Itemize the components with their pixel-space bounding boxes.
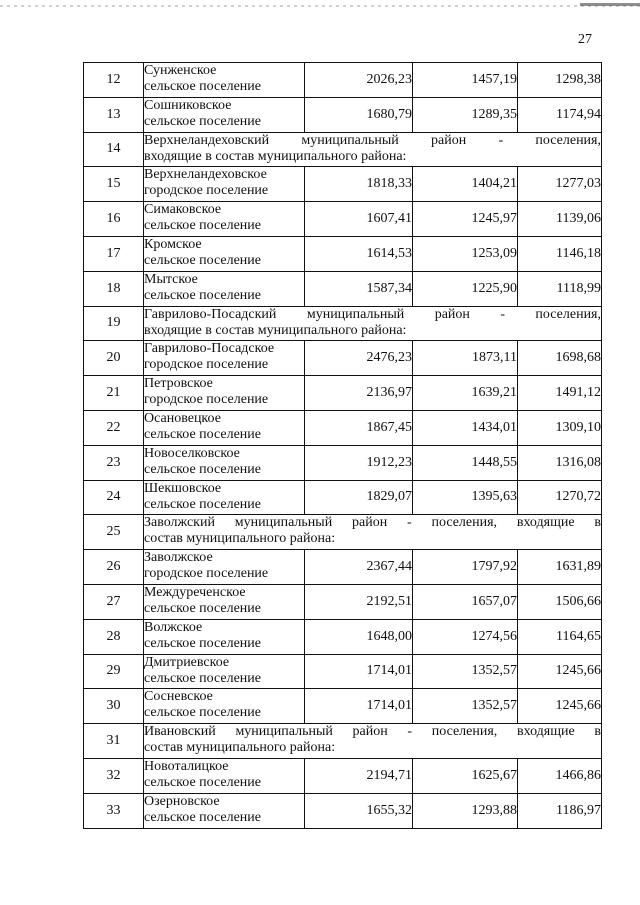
settlement-name-line1: Кромское: [144, 236, 202, 252]
row-number: 14: [84, 132, 144, 167]
settlement-name: [144, 376, 305, 411]
value-cell-2: 1289,35: [413, 97, 518, 132]
settlement-type-line: городское поселение: [144, 183, 269, 199]
district-header-row: [84, 132, 602, 167]
value-cell-2: 1395,63: [413, 480, 518, 515]
settlement-name: [144, 654, 305, 689]
district-header: [144, 724, 602, 759]
district-header-row: [84, 724, 602, 759]
value-cell-3: 1174,94: [518, 97, 602, 132]
settlement-type-line: городское поселение: [144, 566, 269, 582]
row-number: 16: [84, 202, 144, 237]
value-cell-3: 1309,10: [518, 410, 602, 445]
settlement-name: [144, 167, 305, 202]
district-header-line2: входящие в состав муниципального района:: [144, 322, 407, 338]
settlement-type-line: сельское поселение: [144, 705, 261, 721]
row-number: 31: [84, 724, 144, 759]
district-header-row: [84, 306, 602, 341]
value-cell-1: 1818,33: [305, 167, 413, 202]
settlement-type-line: сельское поселение: [144, 600, 261, 616]
settlement-row: [84, 236, 602, 271]
value-cell-2: 1293,88: [413, 793, 518, 828]
row-number: 24: [84, 480, 144, 515]
row-number: 32: [84, 758, 144, 793]
value-cell-1: 1587,34: [305, 271, 413, 306]
value-cell-1: 1912,23: [305, 445, 413, 480]
value-cell-2: 1797,92: [413, 550, 518, 585]
value-cell-2: 1404,21: [413, 167, 518, 202]
value-cell-2: 1352,57: [413, 654, 518, 689]
value-cell-2: 1245,97: [413, 202, 518, 237]
settlement-name-line1: Гаврилово-Посадское: [144, 341, 275, 357]
row-number: 17: [84, 236, 144, 271]
value-cell-1: 1680,79: [305, 97, 413, 132]
value-cell-3: 1139,06: [518, 202, 602, 237]
row-number: 27: [84, 584, 144, 619]
value-cell-2: 1639,21: [413, 376, 518, 411]
value-cell-1: 2136,97: [305, 376, 413, 411]
settlement-name: [144, 758, 305, 793]
settlement-name-line1: Петровское: [144, 376, 213, 392]
settlement-type-line: сельское поселение: [144, 461, 261, 477]
district-header: [144, 306, 602, 341]
settlements-table: [83, 62, 602, 829]
settlement-row: [84, 793, 602, 828]
settlement-type-line: сельское поселение: [144, 79, 261, 94]
value-cell-1: 1714,01: [305, 689, 413, 724]
settlement-name-line1: Дмитриевское: [144, 654, 230, 670]
district-header-line1: Заволжский муниципальный район - поселения, входящие в: [144, 515, 601, 531]
settlement-row: [84, 619, 602, 654]
settlement-name-line1: Волжское: [144, 619, 203, 635]
settlement-name-line1: Шекшовское: [144, 480, 222, 496]
settlement-name: [144, 619, 305, 654]
settlement-name-line1: Междуреченское: [144, 584, 246, 600]
row-number: 12: [84, 63, 144, 98]
settlement-type-line: сельское поселение: [144, 252, 261, 268]
value-cell-3: 1245,66: [518, 689, 602, 724]
row-number: 13: [84, 97, 144, 132]
settlement-name: [144, 689, 305, 724]
row-number: 25: [84, 515, 144, 550]
settlement-name-line1: Сосневское: [144, 689, 213, 705]
settlement-row: [84, 97, 602, 132]
row-number: 18: [84, 271, 144, 306]
value-cell-1: 2194,71: [305, 758, 413, 793]
settlement-row: [84, 63, 602, 98]
settlement-type-line: сельское поселение: [144, 774, 261, 790]
value-cell-3: 1316,08: [518, 445, 602, 480]
settlement-name-line1: Сунженское: [144, 63, 217, 78]
settlement-type-line: сельское поселение: [144, 113, 261, 129]
settlement-name-line1: Новоселковское: [144, 445, 240, 461]
district-header-line2: состав муниципального района:: [144, 531, 336, 547]
settlement-name: [144, 236, 305, 271]
settlement-name-line1: Осановецкое: [144, 410, 221, 426]
settlement-name: [144, 97, 305, 132]
value-cell-3: 1631,89: [518, 550, 602, 585]
value-cell-3: 1245,66: [518, 654, 602, 689]
value-cell-1: 1829,07: [305, 480, 413, 515]
value-cell-1: 1614,53: [305, 236, 413, 271]
settlement-name-line1: Новоталицкое: [144, 758, 229, 774]
settlement-row: [84, 445, 602, 480]
scan-artifact-line: [0, 5, 640, 7]
settlement-row: [84, 410, 602, 445]
value-cell-1: 2476,23: [305, 341, 413, 376]
settlement-row: [84, 584, 602, 619]
settlement-name: [144, 63, 305, 98]
value-cell-1: 2026,23: [305, 63, 413, 98]
settlement-name-line1: Озерновское: [144, 793, 220, 809]
settlement-row: [84, 689, 602, 724]
row-number: 29: [84, 654, 144, 689]
settlement-name-line1: Верхнеландеховское: [144, 167, 267, 183]
district-header-line2: входящие в состав муниципального района:: [144, 148, 407, 164]
district-header-line2: состав муниципального района:: [144, 740, 336, 756]
settlement-type-line: сельское поселение: [144, 218, 261, 234]
settlement-row: [84, 480, 602, 515]
settlement-type-line: городское поселение: [144, 392, 269, 408]
settlement-type-line: сельское поселение: [144, 809, 261, 825]
row-number: 26: [84, 550, 144, 585]
value-cell-2: 1657,07: [413, 584, 518, 619]
row-number: 22: [84, 410, 144, 445]
value-cell-2: 1873,11: [413, 341, 518, 376]
value-cell-1: 2192,51: [305, 584, 413, 619]
settlement-type-line: сельское поселение: [144, 287, 261, 303]
settlement-row: [84, 167, 602, 202]
value-cell-1: 1655,32: [305, 793, 413, 828]
settlement-name: [144, 793, 305, 828]
value-cell-3: 1146,18: [518, 236, 602, 271]
row-number: 21: [84, 376, 144, 411]
settlement-name: [144, 341, 305, 376]
row-number: 15: [84, 167, 144, 202]
settlement-name: [144, 584, 305, 619]
district-header-row: [84, 515, 602, 550]
row-number: 28: [84, 619, 144, 654]
settlement-row: [84, 758, 602, 793]
value-cell-2: 1253,09: [413, 236, 518, 271]
settlement-name: [144, 445, 305, 480]
settlement-name-line1: Мытское: [144, 271, 198, 287]
district-header-line1: Гаврилово-Посадский муниципальный район - поселения,: [144, 306, 601, 322]
value-cell-1: 1607,41: [305, 202, 413, 237]
value-cell-2: 1274,56: [413, 619, 518, 654]
settlement-name: [144, 550, 305, 585]
value-cell-3: 1491,12: [518, 376, 602, 411]
settlement-name-line1: Сошниковское: [144, 97, 232, 113]
settlement-row: [84, 202, 602, 237]
value-cell-2: 1448,55: [413, 445, 518, 480]
settlement-type-line: сельское поселение: [144, 670, 261, 686]
value-cell-2: 1225,90: [413, 271, 518, 306]
value-cell-2: 1434,01: [413, 410, 518, 445]
value-cell-3: 1466,86: [518, 758, 602, 793]
settlement-name: [144, 480, 305, 515]
value-cell-1: 2367,44: [305, 550, 413, 585]
district-header: [144, 132, 602, 167]
settlement-name-line1: Симаковское: [144, 202, 222, 218]
settlement-row: [84, 341, 602, 376]
scan-artifact-mark: [580, 3, 640, 6]
settlement-row: [84, 376, 602, 411]
row-number: 19: [84, 306, 144, 341]
value-cell-3: 1186,97: [518, 793, 602, 828]
settlement-name-line1: Заволжское: [144, 550, 213, 566]
row-number: 20: [84, 341, 144, 376]
district-header-line1: Верхнеландеховский муниципальный район - поселения,: [144, 132, 601, 148]
value-cell-3: 1118,99: [518, 271, 602, 306]
settlement-type-line: городское поселение: [144, 357, 269, 373]
value-cell-3: 1698,68: [518, 341, 602, 376]
district-header: [144, 515, 602, 550]
value-cell-3: 1298,38: [518, 63, 602, 98]
value-cell-1: 1714,01: [305, 654, 413, 689]
value-cell-3: 1506,66: [518, 584, 602, 619]
settlement-name: [144, 410, 305, 445]
value-cell-3: 1164,65: [518, 619, 602, 654]
settlement-type-line: сельское поселение: [144, 496, 261, 512]
value-cell-2: 1625,67: [413, 758, 518, 793]
page-number: 27: [578, 32, 592, 47]
district-header-line1: Ивановский муниципальный район - поселения, входящие в: [144, 724, 601, 740]
value-cell-1: 1867,45: [305, 410, 413, 445]
table-body: [84, 63, 602, 829]
settlement-name: [144, 271, 305, 306]
row-number: 23: [84, 445, 144, 480]
settlement-row: [84, 550, 602, 585]
value-cell-1: 1648,00: [305, 619, 413, 654]
value-cell-2: 1457,19: [413, 63, 518, 98]
settlement-type-line: сельское поселение: [144, 635, 261, 651]
value-cell-3: 1277,03: [518, 167, 602, 202]
settlement-row: [84, 271, 602, 306]
row-number: 30: [84, 689, 144, 724]
value-cell-2: 1352,57: [413, 689, 518, 724]
value-cell-3: 1270,72: [518, 480, 602, 515]
settlement-row: [84, 654, 602, 689]
settlement-name: [144, 202, 305, 237]
row-number: 33: [84, 793, 144, 828]
settlement-type-line: сельское поселение: [144, 426, 261, 442]
